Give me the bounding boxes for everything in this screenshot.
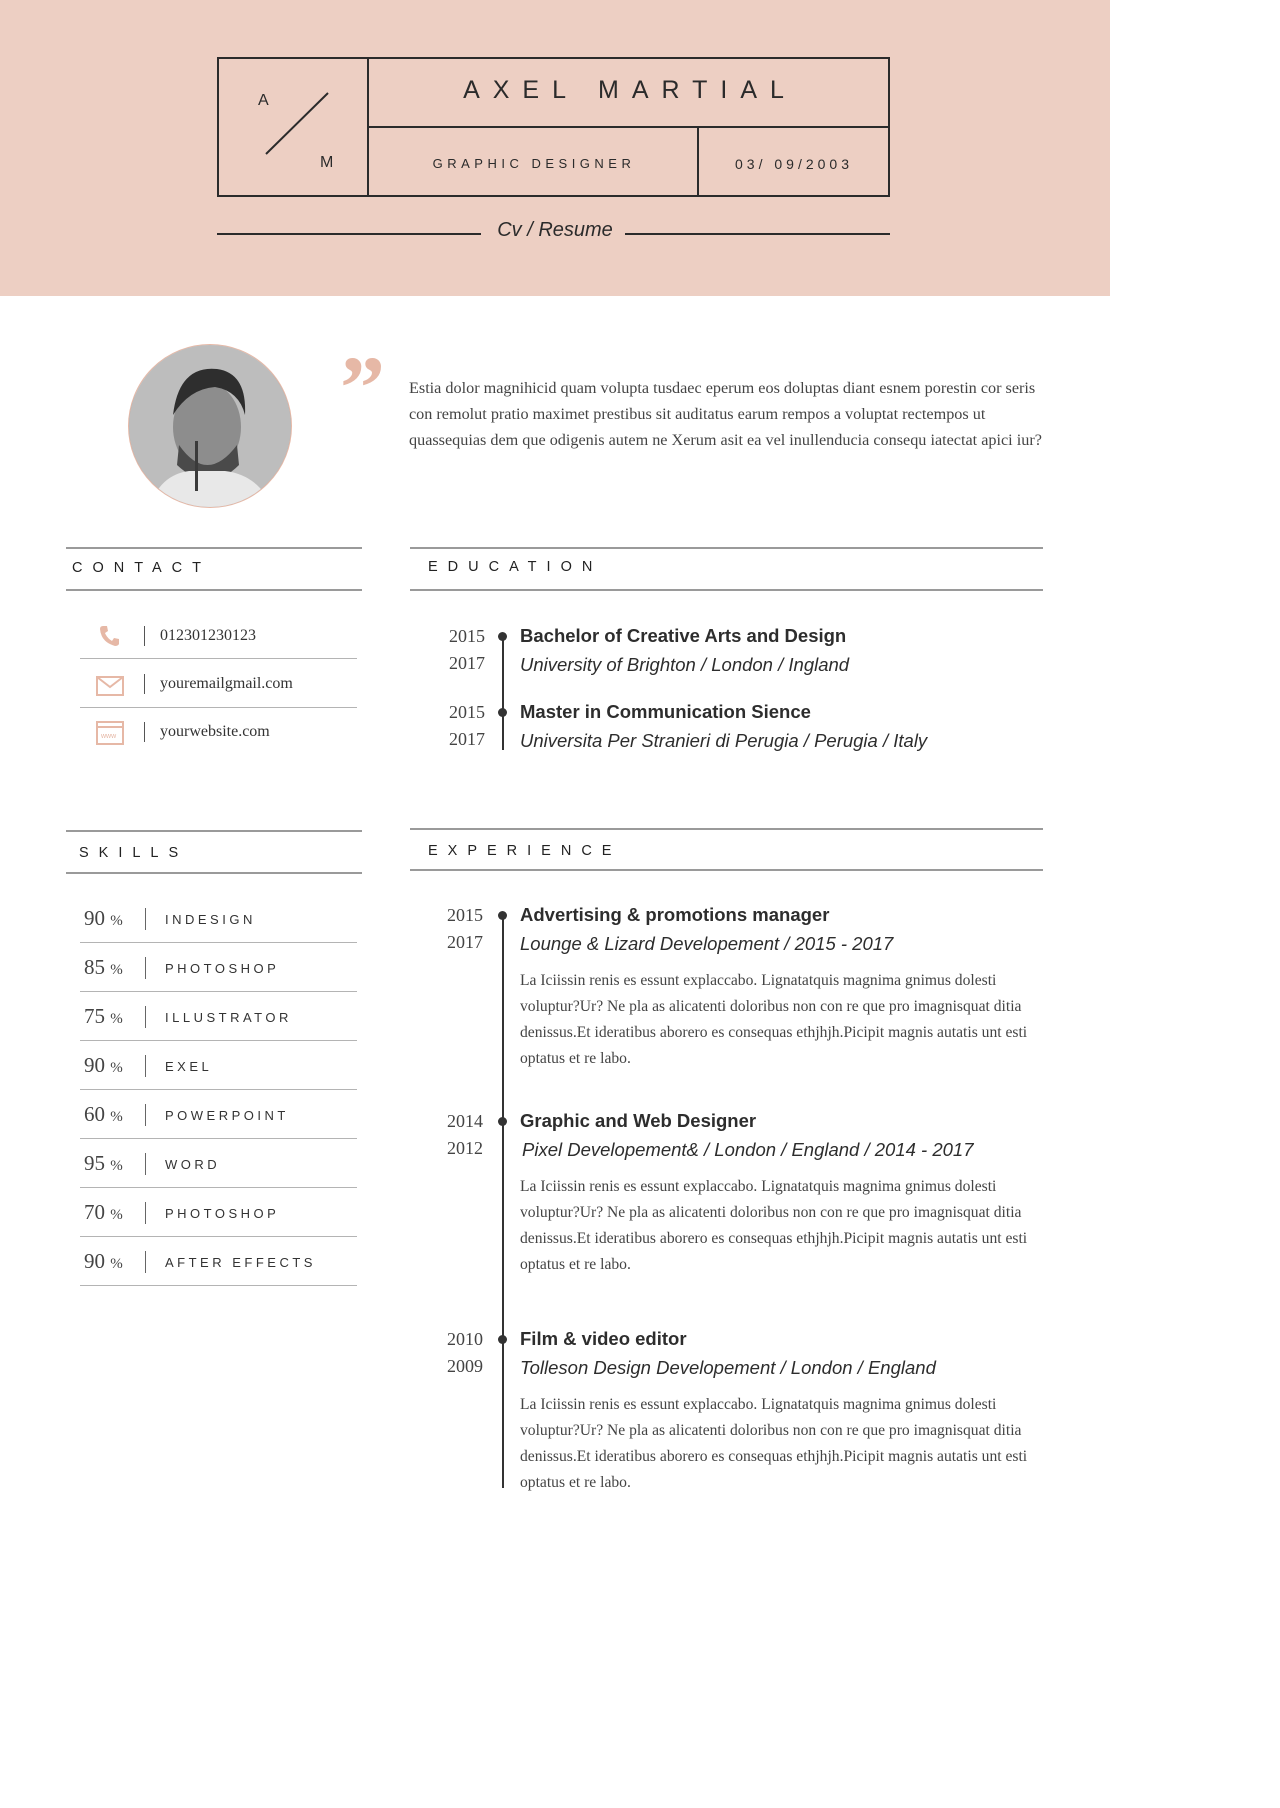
exp-year-a: 2010 <box>447 1329 483 1349</box>
skill-unit: % <box>110 1011 123 1027</box>
skill-name: EXEL <box>165 1059 213 1074</box>
contact-phone[interactable]: 012301230123 <box>160 627 256 644</box>
skill-unit: % <box>110 1207 123 1223</box>
exp-role: Film & video editor <box>520 1328 687 1349</box>
skill-percent <box>84 1102 123 1127</box>
monogram-last: M <box>320 154 334 171</box>
skill-name: PHOTOSHOP <box>165 961 280 976</box>
cv-tagline: Cv / Resume <box>497 219 613 241</box>
exp-description: La Iciissin renis es essunt explaccabo. Lignatatquis magnima gnimus dolesti voluptur?Ur? Ne pla as alicatenti doloribus non con re que pro imagnisquat ditia denissus.Et ideratibus aborero es consequas ethjhjh.Picipit magnis autatis unt esti optatus et re labo. <box>520 1396 1028 1491</box>
exp-year-a: 2015 <box>447 905 483 925</box>
monogram-slash <box>262 90 332 158</box>
skill-percent <box>84 1151 123 1176</box>
timeline-dot <box>498 632 507 641</box>
skill-separator <box>145 1251 146 1273</box>
skill-separator <box>145 1006 146 1028</box>
exp-description: La Iciissin renis es essunt explaccabo. Lignatatquis magnima gnimus dolesti voluptur?Ur? Ne pla as alicatenti doloribus non con re que pro imagnisquat ditia denissus.Et ideratibus aborero es consequas ethjhjh.Picipit magnis autatis unt esti optatus et re labo. <box>520 972 1028 1067</box>
skill-percent <box>84 1249 123 1274</box>
monogram-first: A <box>258 92 269 109</box>
skill-percent <box>84 1200 123 1225</box>
skill-divider <box>80 1089 357 1090</box>
website-icon <box>96 721 124 745</box>
education-rule-top <box>410 547 1043 549</box>
tagline-rule-left <box>217 233 481 235</box>
edu-school: Universita Per Stranieri di Perugia / Perugia / Italy <box>520 730 928 751</box>
edu-degree: Bachelor of Creative Arts and Design <box>520 625 847 646</box>
exp-company: Tolleson Design Developement / London / England <box>520 1357 936 1378</box>
timeline-dot <box>498 1117 507 1126</box>
skill-name: POWERPOINT <box>165 1108 289 1123</box>
timeline-dot <box>498 708 507 717</box>
education-rule-bottom <box>410 589 1043 591</box>
skill-value: 85 <box>84 955 105 979</box>
skills-title: SKILLS <box>79 845 189 861</box>
skill-unit: % <box>110 1256 123 1272</box>
header-box-bottom <box>217 195 890 197</box>
skill-value: 90 <box>84 1053 105 1077</box>
education-title: EDUCATION <box>428 559 603 575</box>
skill-value: 70 <box>84 1200 105 1224</box>
contact-rule-top <box>66 547 362 549</box>
job-title: GRAPHIC DESIGNER <box>432 156 636 171</box>
skill-separator <box>145 1202 146 1224</box>
edu-year-start: 2015 <box>449 702 485 722</box>
skill-unit: % <box>110 962 123 978</box>
contact-divider <box>80 658 357 659</box>
exp-year-a: 2014 <box>447 1111 483 1131</box>
edu-degree: Master in Communication Sience <box>520 701 811 722</box>
skill-divider <box>80 1138 357 1139</box>
exp-description: La Iciissin renis es essunt explaccabo. Lignatatquis magnima gnimus dolesti voluptur?Ur? Ne pla as alicatenti doloribus non con re que pro imagnisquat ditia denissus.Et ideratibus aborero es consequas ethjhjh.Picipit magnis autatis unt esti optatus et re labo. <box>520 1178 1028 1273</box>
contact-email[interactable]: youremailgmail.com <box>160 675 293 692</box>
skill-unit: % <box>110 1158 123 1174</box>
tagline-rule-right <box>625 233 890 235</box>
skill-percent <box>84 955 123 980</box>
exp-year-b: 2009 <box>447 1356 483 1376</box>
contact-rule-bottom <box>66 589 362 591</box>
skill-divider <box>80 991 357 992</box>
experience-timeline-line <box>502 914 504 1488</box>
header-box-top <box>217 57 890 59</box>
timeline-dot <box>498 1335 507 1344</box>
edu-year-end: 2017 <box>449 653 485 673</box>
skill-separator <box>145 908 146 930</box>
contact-title: CONTACT <box>72 560 212 576</box>
skill-percent <box>84 1004 123 1029</box>
skill-divider <box>80 1285 357 1286</box>
skill-divider <box>80 942 357 943</box>
contact-separator <box>144 674 145 694</box>
birth-date: 03/ 09/2003 <box>735 156 853 172</box>
education-timeline-line <box>502 636 504 750</box>
portrait-icon <box>129 345 292 508</box>
skill-unit: % <box>110 1109 123 1125</box>
profile-bio: Estia dolor magnihicid quam volupta tusdaec eperum eos doluptas diant esnem porestin cor seris con remolut pratio maximet prestibus sit auditatus earum rempos a voluptat rectempos ut quassequias dem que odigenis autem ne Xerum asit ea vel inullenducia consequ iatectat apici iur? <box>409 379 1042 449</box>
skill-value: 95 <box>84 1151 105 1175</box>
timeline-dot <box>498 911 507 920</box>
skill-percent <box>84 906 123 931</box>
skill-separator <box>145 1153 146 1175</box>
contact-website[interactable]: yourwebsite.com <box>160 723 270 740</box>
svg-text:www: www <box>101 733 117 740</box>
contact-separator <box>144 722 145 742</box>
exp-year-b: 2012 <box>447 1138 483 1158</box>
edu-school: University of Brighton / London / Ingland <box>520 654 850 675</box>
skill-name: AFTER EFFECTS <box>165 1255 316 1270</box>
skill-value: 60 <box>84 1102 105 1126</box>
skill-value: 90 <box>84 906 105 930</box>
skills-rule-top <box>66 830 362 832</box>
skill-name: WORD <box>165 1157 221 1172</box>
skill-separator <box>145 1055 146 1077</box>
phone-icon <box>98 624 126 648</box>
skill-name: ILLUSTRATOR <box>165 1010 292 1025</box>
header-band <box>0 0 1110 296</box>
skill-percent <box>84 1053 123 1078</box>
experience-rule-bottom <box>410 869 1043 871</box>
skills-rule-bottom <box>66 872 362 874</box>
skill-unit: % <box>110 1060 123 1076</box>
edu-year-end: 2017 <box>449 729 485 749</box>
skill-separator <box>145 957 146 979</box>
exp-company: Pixel Developement& / London / England / 2014 - 2017 <box>522 1139 974 1160</box>
skill-divider <box>80 1236 357 1237</box>
skill-name: INDESIGN <box>165 912 256 927</box>
skill-name: PHOTOSHOP <box>165 1206 280 1221</box>
profile-photo <box>128 344 292 508</box>
skill-value: 90 <box>84 1249 105 1273</box>
exp-role: Graphic and Web Designer <box>520 1110 757 1131</box>
mail-icon <box>96 676 124 700</box>
contact-separator <box>144 626 145 646</box>
candidate-name: AXEL MARTIAL <box>463 76 797 104</box>
exp-company: Lounge & Lizard Developement / 2015 - 2017 <box>520 933 894 954</box>
header-box-divider-h <box>367 126 890 128</box>
skill-unit: % <box>110 913 123 929</box>
header-box-left <box>217 57 219 197</box>
exp-role: Advertising & promotions manager <box>520 904 830 925</box>
skill-value: 75 <box>84 1004 105 1028</box>
contact-divider <box>80 707 357 708</box>
experience-rule-top <box>410 828 1043 830</box>
edu-year-start: 2015 <box>449 626 485 646</box>
quote-icon: ” <box>340 339 385 438</box>
exp-year-b: 2017 <box>447 932 483 952</box>
skill-divider <box>80 1187 357 1188</box>
skill-divider <box>80 1040 357 1041</box>
experience-title: EXPERIENCE <box>428 843 622 859</box>
skill-separator <box>145 1104 146 1126</box>
